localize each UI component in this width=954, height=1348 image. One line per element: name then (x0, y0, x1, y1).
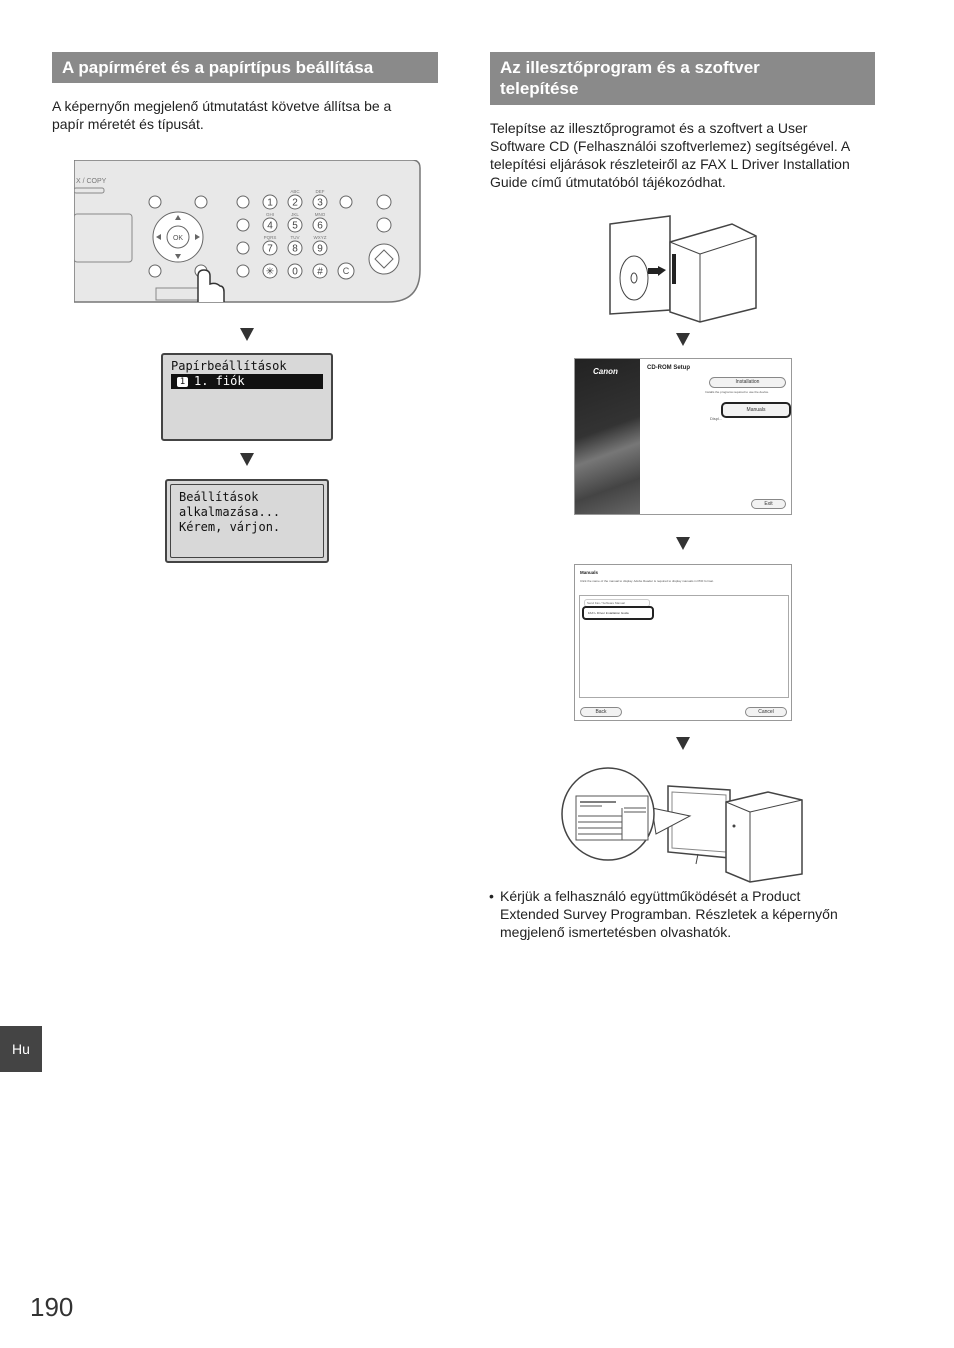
cdrom-title: CD-ROM Setup (647, 365, 690, 371)
back-icon[interactable] (149, 265, 161, 277)
keypad-key-label: 7 (267, 243, 273, 255)
insert-cd-illustration (604, 214, 762, 326)
keypad-key-label: 8 (292, 243, 298, 255)
keypad-key-letters: JKL (291, 212, 299, 217)
bullet-icon: • (489, 888, 494, 904)
lcd-screen-applying (165, 479, 329, 563)
side-key-3[interactable] (237, 242, 249, 254)
page-number: 190 (30, 1292, 74, 1322)
menu-icon[interactable] (195, 196, 207, 208)
installation-button[interactable]: Installation (709, 377, 786, 388)
keypad-key-label: 5 (292, 220, 298, 232)
step-arrow-1 (240, 328, 254, 341)
ok-button-label: OK (172, 235, 184, 242)
lcd-row-badge: 1 (177, 377, 188, 387)
guide-on-screen-illustration (560, 764, 806, 884)
manual-item-2[interactable]: FAX L Driver Installation Guide (582, 606, 654, 620)
manuals-list-box (579, 595, 789, 698)
left-intro-text: A képernyőn megjelenő útmutatást követve állítsa be a papír méretét és típusát. (52, 98, 392, 132)
copy-mode-label: X / COPY (76, 178, 107, 185)
keypad-key-letters: ABC (290, 189, 300, 194)
keypad-key-label: 3 (317, 197, 323, 209)
keypad-key-label: 0 (292, 266, 298, 278)
manuals-window (574, 564, 792, 721)
computer-tower (670, 224, 756, 322)
computer-tower-2 (726, 792, 802, 882)
keypad-key-letters: WXYZ (313, 235, 327, 240)
lcd-selected-row[interactable] (171, 374, 323, 389)
step-arrow-5 (676, 737, 690, 750)
keypad-key-label: 2 (292, 197, 298, 209)
right-heading-line-1: Az illesztőprogram és a szoftver (500, 58, 760, 77)
lcd-screen-paper-settings (161, 353, 333, 441)
keypad-key-label: # (317, 266, 323, 278)
side-key-1[interactable] (237, 196, 249, 208)
installation-description: Installs the programs required to use the device. (705, 390, 770, 394)
clear-button-label: C (342, 266, 350, 276)
control-panel-illustration (74, 160, 424, 306)
keypad-key-label: 1 (267, 197, 273, 209)
status-monitor-icon[interactable] (377, 218, 391, 232)
step-arrow-3 (676, 333, 690, 346)
left-section-heading: A papírméret és a papírtípus beállítása (52, 52, 438, 83)
keypad-key-label: 6 (317, 220, 323, 232)
lcd-line-2: alkalmazása... (179, 505, 281, 519)
keypad-key-label: 9 (317, 243, 323, 255)
keypad-key-label: 4 (267, 220, 273, 232)
manuals-button[interactable]: Manuals (721, 402, 791, 418)
energy-saver-icon[interactable] (377, 195, 391, 209)
keypad-key-letters: PQRS (263, 235, 277, 240)
bullet-text: Kérjük a felhasználó együttműködését a Product Extended Survey Programban. Részletek a képernyőn megjelenő ismertetésben olvashatók. (500, 888, 838, 940)
keypad-key-letters: TUV (290, 235, 300, 240)
right-section-heading (490, 52, 875, 105)
lcd-line-1: Beállítások (179, 490, 259, 504)
language-tab: Hu (0, 1026, 42, 1072)
stop-icon[interactable] (149, 196, 161, 208)
back-button[interactable]: Back (580, 707, 622, 717)
manuals-description: Click the name of the manual to display. Adobe Reader is required to display manuals in PDF format. (580, 579, 714, 583)
keypad-key-letters: DEF (315, 189, 325, 194)
cdrom-setup-window (574, 358, 792, 515)
keypad-key-letters: MNO (314, 212, 326, 217)
lcd-line-3: Kérem, várjon. (179, 520, 281, 534)
bullet-note (489, 887, 859, 941)
manuals-title: Manuals (580, 570, 599, 575)
right-intro-text: Telepítse az illesztőprogramot és a szoftvert a User Software CD (Felhasználói szoftverlemez) segítségével. A telepítési eljárások részleteiről az FAX L Driver Installation Guide című útmutatóból tájékozódhat. (490, 120, 850, 190)
exit-button[interactable]: Exit (751, 499, 786, 509)
side-key-2[interactable] (237, 219, 249, 231)
cdrom-sidebar (575, 359, 640, 514)
start-button[interactable] (369, 244, 399, 274)
lcd-selected-text: 1. fiók (194, 374, 245, 388)
side-key-4[interactable] (237, 265, 249, 277)
manual-item-1[interactable]: Send Fax / Software Manual (584, 599, 650, 607)
lcd-title: Papírbeállítások (171, 359, 287, 373)
step-arrow-4 (676, 537, 690, 550)
right-heading-line-2: telepítése (500, 79, 579, 98)
reset-icon[interactable] (340, 196, 352, 208)
canon-logo: Canon (593, 367, 618, 376)
step-arrow-2 (240, 453, 254, 466)
other-label: Displ... (710, 416, 723, 421)
keypad-key-label: ✳ (265, 266, 275, 278)
keypad-key-letters: GHI (265, 212, 275, 217)
monitor-screen (672, 792, 726, 852)
cancel-button[interactable]: Cancel (745, 707, 787, 717)
